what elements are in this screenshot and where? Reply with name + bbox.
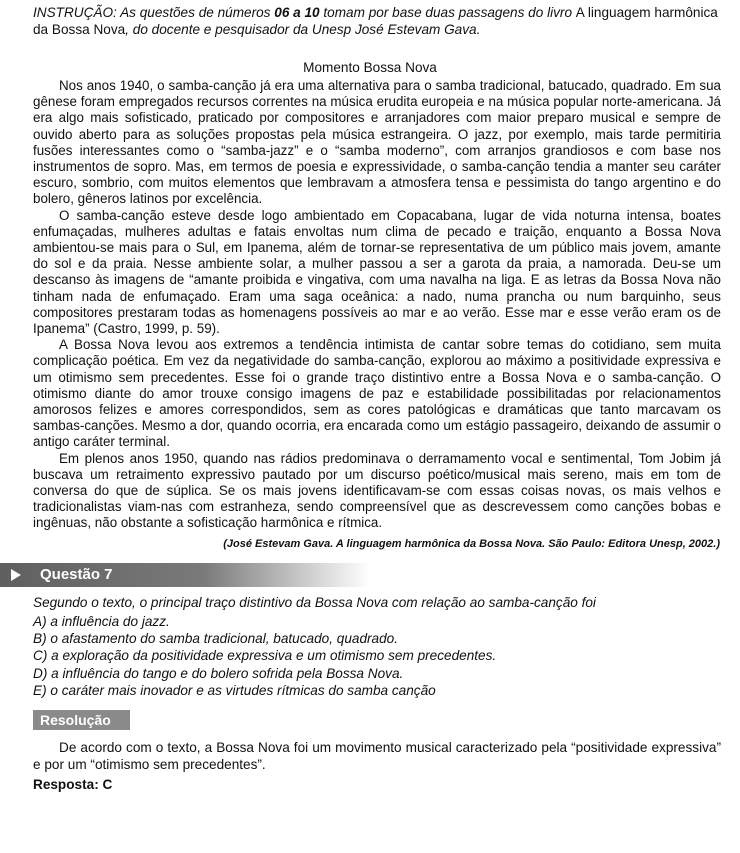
resolution-label: Resolução bbox=[40, 712, 111, 728]
instruction-text: INSTRUÇÃO: As questões de números bbox=[33, 5, 275, 20]
option-c: C) a exploração da positividade expressiva e um otimismo sem precedentes. bbox=[33, 648, 497, 664]
answer: Resposta: C bbox=[33, 777, 113, 792]
question-header bbox=[0, 563, 370, 587]
play-triangle-icon bbox=[11, 569, 21, 581]
passage-paragraph-4: Em plenos anos 1950, quando nas rádios predominava o derramamento vocal e sentimental, Tom Jobim já buscava um retraimento expressivo pautado por um discurso poético/musical mais sereno, mais em tom de conversa do que de súplica. Se os mais jovens identificavam-se com essas coisas novas, os mais velhos e tradicionalistas viam-nas com estranheza, sendo compreensível que as descrevessem como canções bobas e ingênuas, não obstante a sofisticação harmônica e rítmica. bbox=[33, 450, 721, 531]
instruction-question-range: 06 a 10 bbox=[274, 5, 320, 20]
instruction bbox=[33, 4, 721, 38]
passage bbox=[33, 78, 721, 532]
instruction-text-2: tomam por base duas passagens do livro bbox=[319, 5, 576, 20]
answer-options bbox=[33, 613, 721, 699]
question-label: Questão 7 bbox=[40, 566, 113, 583]
passage-paragraph-3: A Bossa Nova levou aos extremos a tendência intimista de cantar sobre temas do cotidiano, sem muita complicação poética. Em vez da negatividade do samba-canção, explorou ao máximo a positividade expressiva e um otimismo sem precedentes. Esse foi o grande traço distintivo entre a Bossa Nova e o samba-canção. O otimismo diante do amor trouxe consigo imagens de paz e estabilidade possibilitadas por relacionamentos amorosos felizes e amores correspondidos, sem as cores patológicas e dramáticas que tanto marcavam os sambas-canções. Mesmo a dor, quando ocorria, era encarada como um estágio passageiro, deixando de assumir o antigo caráter terminal. bbox=[33, 337, 721, 450]
book-title: A linguagem harmônica da Bossa Nova bbox=[33, 5, 718, 37]
passage-paragraph-2: O samba-canção esteve desde logo ambientado em Copacabana, lugar de vida noturna intensa, boates enfumaçadas, mulheres adultas e fatais envoltas num clima de pecado e traição, enquanto a Bossa Nova ambientou-se mais para o Sul, em Ipanema, além de tornar-se representativa de um público mais jovem, amante do sol e da praia. Nesse ambiente solar, a mulher passou a ser a garota da praia, a namorada. Deu-se um descanso às imagens de “amante proibida e vingativa, com uma navalha na liga. E as letras da Bossa Nova não tinham nada de enfumaçado. Eram uma saga oceânica: a nado, numa prancha ou num barquinho, seus compositores prestaram todas as homenagens possíveis ao mar e ao verão. Esse mar e esse verão eram os de Ipanema” (Castro, 1999, p. 59). bbox=[33, 207, 721, 337]
resolution-header bbox=[33, 710, 130, 730]
option-d: D) a influência do tango e do bolero sofrida pela Bossa Nova. bbox=[33, 665, 404, 681]
option-a: A) a influência do jazz. bbox=[33, 614, 170, 629]
question-text: Segundo o texto, o principal traço distintivo da Bossa Nova com relação ao samba-canção foi bbox=[33, 595, 596, 610]
option-e: E) o caráter mais inovador e as virtudes rítmicas do samba canção bbox=[33, 682, 436, 698]
resolution-text: De acordo com o texto, a Bossa Nova foi um movimento musical caracterizado pela “positividade expressiva” e por um “otimismo sem precedentes”. bbox=[33, 740, 721, 772]
citation: (José Estevam Gava. A linguagem harmônica da Bossa Nova. São Paulo: Editora Unesp, 2002.) bbox=[223, 538, 720, 550]
text-title: Momento Bossa Nova bbox=[303, 60, 437, 75]
resolution-body bbox=[33, 739, 721, 773]
option-b: B) o afastamento do samba tradicional, batucado, quadrado. bbox=[33, 631, 399, 647]
passage-paragraph-1: Nos anos 1940, o samba-canção já era uma alternativa para o samba tradicional, batucado, quadrado. Em sua gênese foram empregados recursos correntes na música erudita europeia e na música popular norte-americana. Já era algo mais sofisticado, praticado por compositores e arranjadores com maior preparo musical e sempre de ouvido aberto para as soluções propostas pela música estrangeira. O jazz, por exemplo, mais tarde permitiria fusões interessantes como o “samba-jazz” e o “samba moderno”, com arranjos grandiosos e com base nos instrumentos de sopro. Mas, em termos de poesia e expressividade, o samba-canção tendia a manter seu caráter escuro, sombrio, com muitos elementos que lembravam a atmosfera tensa e pessimista do tango argentino e do bolero, gêneros latinos por excelência. bbox=[33, 78, 721, 207]
instruction-text-3: , do docente e pesquisador da Unesp José Estevam Gava. bbox=[125, 22, 481, 37]
